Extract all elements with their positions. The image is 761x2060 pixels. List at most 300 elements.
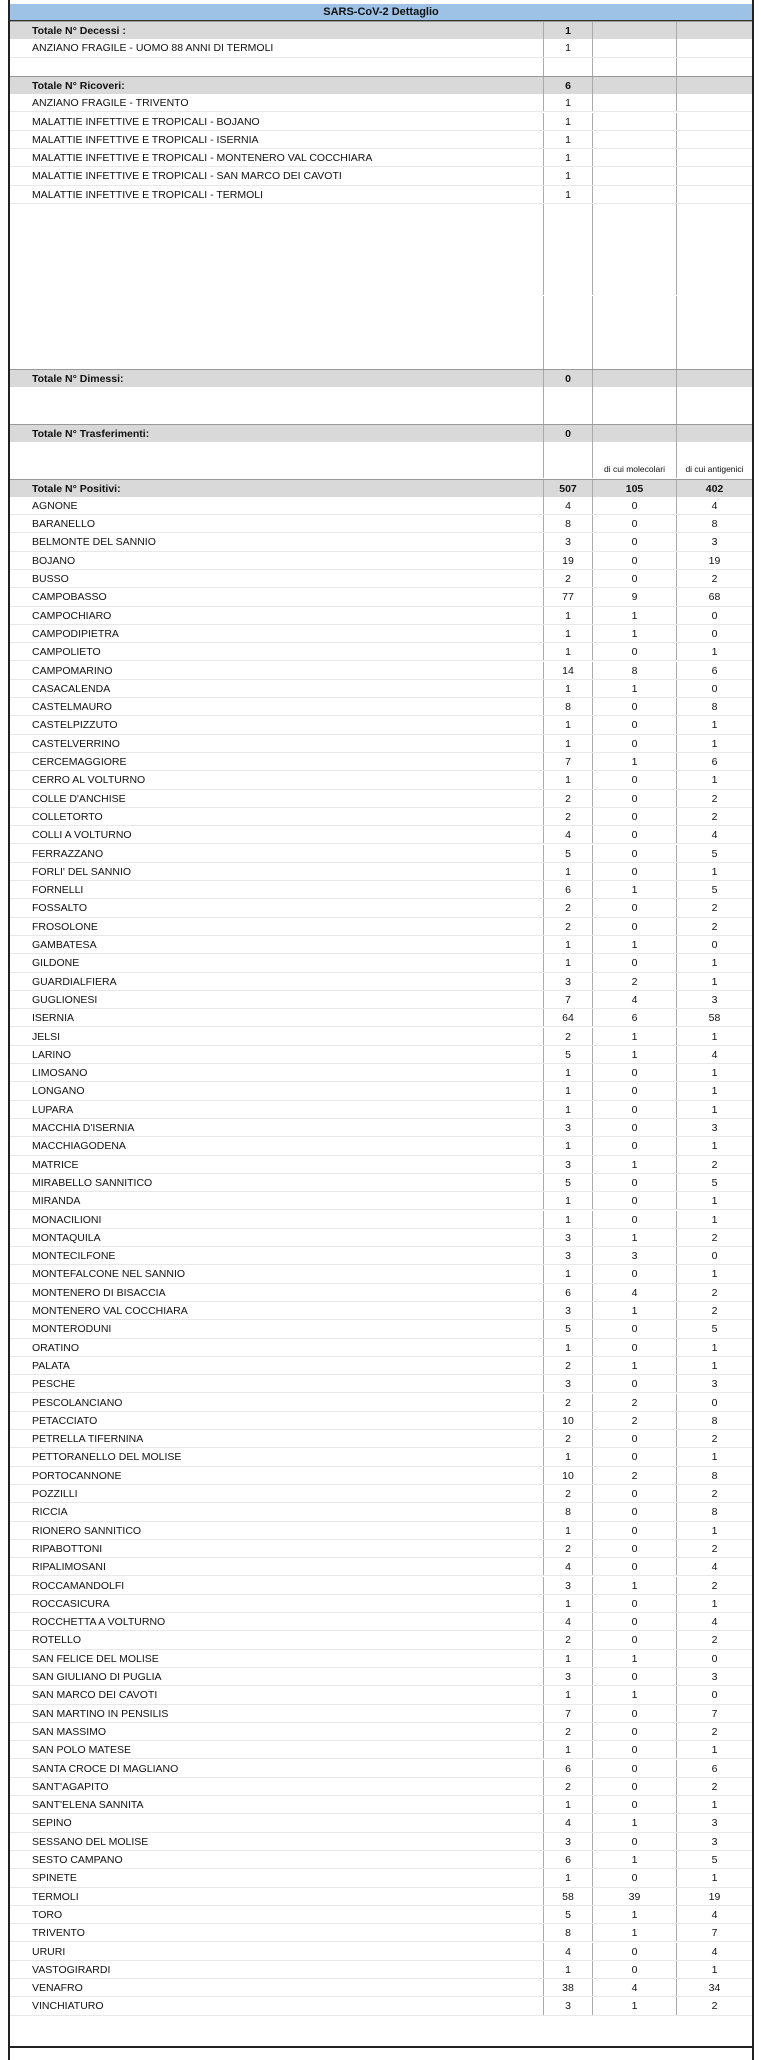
table-row-label: GAMBATESA xyxy=(32,939,97,951)
table-row-molecolari: 0 xyxy=(592,533,676,550)
ricoveri-item-molecolari xyxy=(592,186,676,203)
blank-row-label xyxy=(10,296,543,314)
ricoveri-item-total: 1 xyxy=(543,94,592,111)
table-row xyxy=(10,1320,752,1338)
table-row-molecolari: 0 xyxy=(592,1961,676,1978)
table-row xyxy=(10,1924,752,1942)
table-row-total: 2 xyxy=(543,1778,592,1795)
table-row-antigenici: 4 xyxy=(676,1046,752,1063)
table-row-label: SEPINO xyxy=(32,1817,72,1830)
table-row-total: 6 xyxy=(543,1760,592,1777)
table-row xyxy=(10,1247,752,1265)
table-row-molecolari: 2 xyxy=(592,1467,676,1484)
table-row xyxy=(10,899,752,917)
table-row-antigenici: 1 xyxy=(676,1448,752,1465)
table-row xyxy=(10,1558,752,1576)
table-row-total: 2 xyxy=(543,1028,592,1045)
table-right-border xyxy=(752,0,754,2060)
table-row-label: CAMPOLIETO xyxy=(32,646,101,659)
decessi-item-total: 1 xyxy=(543,39,592,56)
table-row-antigenici: 0 xyxy=(676,1650,752,1667)
table-row-total: 1 xyxy=(543,1522,592,1539)
table-row-antigenici: 3 xyxy=(676,1375,752,1392)
trasferimenti-header-label: Totale N° Trasferimenti: xyxy=(32,427,150,440)
table-row-total: 1 xyxy=(543,1869,592,1886)
table-row xyxy=(10,1101,752,1119)
table-row-label: CAMPOMARINO xyxy=(32,664,113,677)
table-row-total: 1 xyxy=(543,735,592,752)
table-row-total: 1 xyxy=(543,1101,592,1118)
table-row xyxy=(10,1082,752,1100)
table-row-total: 3 xyxy=(543,1833,592,1850)
dimessi-header xyxy=(10,369,752,387)
table-row-antigenici: 2 xyxy=(676,570,752,587)
table-row-total: 5 xyxy=(543,1906,592,1923)
table-row-molecolari: 0 xyxy=(592,1320,676,1337)
table-row-molecolari: 4 xyxy=(592,1979,676,1996)
decessi-header-antigenici xyxy=(676,22,752,39)
blank-row-label xyxy=(10,350,543,368)
table-row-total: 2 xyxy=(543,1485,592,1502)
table-row-total: 5 xyxy=(543,1046,592,1063)
table-row-molecolari: 4 xyxy=(592,991,676,1008)
ricoveri-item-antigenici xyxy=(676,186,752,203)
table-row-antigenici: 34 xyxy=(676,1979,752,1996)
table-row xyxy=(10,533,752,551)
table-row-antigenici: 0 xyxy=(676,1394,752,1411)
positivi-subheader-label xyxy=(10,460,543,478)
table-row-label: ROCCASICURA xyxy=(32,1597,110,1610)
table-row-molecolari: 1 xyxy=(592,607,676,624)
table-row-molecolari: 0 xyxy=(592,1448,676,1465)
table-row-total: 2 xyxy=(543,1540,592,1557)
table-row-label: MACCHIAGODENA xyxy=(32,1140,126,1153)
table-row-molecolari: 0 xyxy=(592,1211,676,1228)
table-row-total: 8 xyxy=(543,1503,592,1520)
table-row-antigenici: 1 xyxy=(676,1522,752,1539)
blank-row-molecolari xyxy=(592,350,676,368)
ricoveri-item xyxy=(10,113,752,131)
table-row-antigenici: 2 xyxy=(676,1778,752,1795)
table-row xyxy=(10,808,752,826)
table-row-total: 1 xyxy=(543,1686,592,1703)
table-row-total: 7 xyxy=(543,991,592,1008)
table-row-label: SAN POLO MATESE xyxy=(32,1744,131,1757)
table-row xyxy=(10,1778,752,1796)
table-row-total: 1 xyxy=(543,1265,592,1282)
table-row-antigenici: 1 xyxy=(676,1064,752,1081)
table-row-molecolari: 0 xyxy=(592,1375,676,1392)
blank-row-total xyxy=(543,204,592,222)
table-row xyxy=(10,716,752,734)
table-row-total: 1 xyxy=(543,680,592,697)
blank-row-total xyxy=(543,241,592,259)
table-row-antigenici: 0 xyxy=(676,1686,752,1703)
table-row xyxy=(10,1540,752,1558)
table-row-label: COLLE D'ANCHISE xyxy=(32,792,126,805)
positivi-header-molecolari: 105 xyxy=(592,480,676,497)
table-row-label: ORATINO xyxy=(32,1341,80,1354)
table-row-label: SANT'ELENA SANNITA xyxy=(32,1799,144,1812)
blank-row-label xyxy=(10,387,543,405)
decessi-item-molecolari xyxy=(592,39,676,56)
table-row-antigenici: 2 xyxy=(676,1577,752,1594)
table-row xyxy=(10,918,752,936)
table-row-label: SAN GIULIANO DI PUGLIA xyxy=(32,1671,162,1683)
blank-row-label xyxy=(10,314,543,332)
table-row-total: 4 xyxy=(543,1943,592,1960)
table-row-molecolari: 8 xyxy=(592,662,676,679)
blank-row-label xyxy=(10,277,543,295)
table-row-label: MATRICE xyxy=(32,1158,79,1171)
table-row-antigenici: 7 xyxy=(676,1924,752,1941)
table-row xyxy=(10,1119,752,1137)
table-row-molecolari: 3 xyxy=(592,1247,676,1264)
table-row xyxy=(10,790,752,808)
table-row-total: 3 xyxy=(543,1577,592,1594)
table-row-label: MONACILIONI xyxy=(32,1213,102,1226)
table-row-total: 1 xyxy=(543,1595,592,1612)
table-row xyxy=(10,1211,752,1229)
table-row xyxy=(10,1814,752,1832)
table-row-antigenici: 8 xyxy=(676,1503,752,1520)
table-row-total: 2 xyxy=(543,570,592,587)
table-row-label: PALATA xyxy=(32,1359,70,1372)
dimessi-header-antigenici xyxy=(676,370,752,387)
blank-row xyxy=(10,277,752,295)
table-row-molecolari: 0 xyxy=(592,1558,676,1575)
table-row-total: 3 xyxy=(543,1119,592,1136)
table-row-molecolari: 0 xyxy=(592,1741,676,1758)
blank-row xyxy=(10,204,752,222)
blank-row xyxy=(10,58,752,76)
table-row-molecolari: 1 xyxy=(592,1046,676,1063)
ricoveri-item-antigenici xyxy=(676,113,752,130)
table-row-molecolari: 1 xyxy=(592,1028,676,1045)
table-row-total: 3 xyxy=(543,1375,592,1392)
table-row xyxy=(10,497,752,515)
decessi-item-antigenici xyxy=(676,39,752,56)
table-row-molecolari: 6 xyxy=(592,1009,676,1026)
table-row-total: 2 xyxy=(543,1723,592,1740)
positivi-header-label: Totale N° Positivi: xyxy=(32,482,121,495)
table-row-molecolari: 0 xyxy=(592,1485,676,1502)
table-row-molecolari: 0 xyxy=(592,1339,676,1356)
table-row-antigenici: 4 xyxy=(676,1558,752,1575)
table-row xyxy=(10,552,752,570)
table-row-antigenici: 8 xyxy=(676,1467,752,1484)
table-row-total: 1 xyxy=(543,771,592,788)
blank-row-molecolari xyxy=(592,259,676,277)
table-row-label: MACCHIA D'ISERNIA xyxy=(32,1122,135,1134)
table-row-label: LARINO xyxy=(32,1048,72,1061)
table-row-antigenici: 19 xyxy=(676,552,752,569)
ricoveri-item-label: MALATTIE INFETTIVE E TROPICALI - SAN MARCO DEI CAVOTI xyxy=(32,170,342,183)
blank-row-antigenici xyxy=(676,314,752,332)
table-row xyxy=(10,1705,752,1723)
table-row-total: 77 xyxy=(543,588,592,605)
table-row-total: 1 xyxy=(543,1082,592,1099)
table-row xyxy=(10,1430,752,1448)
table-row-label: BUSSO xyxy=(32,573,69,585)
table-row-antigenici: 1 xyxy=(676,1082,752,1099)
table-row-total: 58 xyxy=(543,1888,592,1905)
table-row-antigenici: 1 xyxy=(676,1796,752,1813)
table-row-label: CASTELMAURO xyxy=(32,701,112,714)
table-row xyxy=(10,1650,752,1668)
table-row-total: 3 xyxy=(543,1247,592,1264)
ricoveri-header-molecolari xyxy=(592,77,676,94)
blank-row-label xyxy=(10,332,543,350)
blank-row-total xyxy=(543,222,592,240)
ricoveri-header-total: 6 xyxy=(543,77,592,94)
table-row xyxy=(10,1394,752,1412)
table-row xyxy=(10,1046,752,1064)
table-row-label: CAMPODIPIETRA xyxy=(32,627,119,640)
table-row-molecolari: 2 xyxy=(592,973,676,990)
table-row-total: 1 xyxy=(543,1650,592,1667)
table-row xyxy=(10,1851,752,1869)
table-row-label: CERCEMAGGIORE xyxy=(32,756,127,768)
table-row-antigenici: 0 xyxy=(676,1247,752,1264)
table-row-label: SAN MARTINO IN PENSILIS xyxy=(32,1707,169,1720)
table-row-molecolari: 1 xyxy=(592,936,676,953)
table-row-antigenici: 2 xyxy=(676,899,752,916)
table-row-molecolari: 4 xyxy=(592,1284,676,1301)
table-row xyxy=(10,662,752,680)
table-row-molecolari: 1 xyxy=(592,1357,676,1374)
blank-row-total xyxy=(543,259,592,277)
table-row-antigenici: 1 xyxy=(676,1137,752,1154)
table-row-label: SESTO CAMPANO xyxy=(32,1854,123,1866)
table-row-total: 6 xyxy=(543,1284,592,1301)
table-row xyxy=(10,643,752,661)
table-row-label: GUGLIONESI xyxy=(32,993,98,1006)
blank-row-total xyxy=(543,405,592,423)
table-row-molecolari: 0 xyxy=(592,1760,676,1777)
table-row-antigenici: 4 xyxy=(676,1613,752,1630)
ricoveri-item-label: ANZIANO FRAGILE - TRIVENTO xyxy=(32,97,189,110)
table-row-molecolari: 1 xyxy=(592,1997,676,2014)
table-row-label: ISERNIA xyxy=(32,1012,75,1025)
positivi-subheader-total xyxy=(543,460,592,478)
ricoveri-header xyxy=(10,76,752,94)
table-row-antigenici: 1 xyxy=(676,1101,752,1118)
blank-row-molecolari xyxy=(592,58,676,76)
table-row-molecolari: 0 xyxy=(592,1869,676,1886)
table-row-antigenici: 4 xyxy=(676,497,752,514)
table-row xyxy=(10,515,752,533)
blank-row xyxy=(10,296,752,314)
blank-row-molecolari xyxy=(592,296,676,314)
decessi-header xyxy=(10,21,752,39)
blank-row-total xyxy=(543,296,592,314)
ricoveri-item xyxy=(10,131,752,149)
table-row-molecolari: 0 xyxy=(592,1705,676,1722)
table-row xyxy=(10,1613,752,1631)
table-row-total: 3 xyxy=(543,1229,592,1246)
decessi-header-total: 1 xyxy=(543,22,592,39)
table-row-molecolari: 0 xyxy=(592,643,676,660)
table-row-label: PETTORANELLO DEL MOLISE xyxy=(32,1451,182,1464)
table-row-antigenici: 8 xyxy=(676,1412,752,1429)
trasferimenti-header xyxy=(10,424,752,442)
blank-row-molecolari xyxy=(592,314,676,332)
table-row xyxy=(10,954,752,972)
table-row-total: 1 xyxy=(543,1192,592,1209)
table-row-total: 1 xyxy=(543,863,592,880)
table-row-total: 3 xyxy=(543,1668,592,1685)
table-row-molecolari: 0 xyxy=(592,1430,676,1447)
table-row-antigenici: 7 xyxy=(676,1705,752,1722)
table-row-total: 3 xyxy=(543,533,592,550)
table-row-total: 8 xyxy=(543,698,592,715)
table-row-molecolari: 0 xyxy=(592,716,676,733)
table-row xyxy=(10,1595,752,1613)
table-row-total: 8 xyxy=(543,515,592,532)
blank-row-antigenici xyxy=(676,222,752,240)
table-row-molecolari: 0 xyxy=(592,1119,676,1136)
table-row-antigenici: 2 xyxy=(676,790,752,807)
table-row-label: SAN MARCO DEI CAVOTI xyxy=(32,1689,158,1702)
ricoveri-item-total: 1 xyxy=(543,113,592,130)
table-row-molecolari: 1 xyxy=(592,625,676,642)
table-row-total: 6 xyxy=(543,881,592,898)
table-row-antigenici: 2 xyxy=(676,1631,752,1648)
table-row-total: 14 xyxy=(543,662,592,679)
blank-row-total xyxy=(543,58,592,76)
table-row-antigenici: 2 xyxy=(676,1997,752,2014)
table-row xyxy=(10,588,752,606)
table-row-label: PETACCIATO xyxy=(32,1414,98,1427)
table-row-molecolari: 1 xyxy=(592,1302,676,1319)
table-row-total: 2 xyxy=(543,1430,592,1447)
table-row-total: 2 xyxy=(543,1394,592,1411)
table-row-molecolari: 1 xyxy=(592,1229,676,1246)
blank-row xyxy=(10,442,752,460)
table-row-total: 1 xyxy=(543,1211,592,1228)
table-row-total: 2 xyxy=(543,790,592,807)
table-row xyxy=(10,1229,752,1247)
table-row xyxy=(10,1064,752,1082)
table-row-total: 1 xyxy=(543,1137,592,1154)
table-row xyxy=(10,735,752,753)
table-row-label: MONTEFALCONE NEL SANNIO xyxy=(32,1268,186,1281)
table-row-antigenici: 5 xyxy=(676,845,752,862)
table-row-label: TORO xyxy=(32,1908,63,1921)
table-row xyxy=(10,1869,752,1887)
table-row-antigenici: 1 xyxy=(676,1265,752,1282)
table-row-molecolari: 1 xyxy=(592,753,676,770)
ricoveri-item-antigenici xyxy=(676,167,752,184)
table-row-antigenici: 1 xyxy=(676,771,752,788)
table-row-total: 1 xyxy=(543,716,592,733)
blank-row-total xyxy=(543,332,592,350)
blank-row-molecolari xyxy=(592,204,676,222)
table-row-label: MIRANDA xyxy=(32,1195,81,1208)
positivi-subheader xyxy=(10,460,752,478)
table-row-label: FORLI' DEL SANNIO xyxy=(32,865,132,878)
table-row-label: BELMONTE DEL SANNIO xyxy=(32,536,156,549)
table-row xyxy=(10,1760,752,1778)
table-row-label: FOSSALTO xyxy=(32,902,88,915)
table-row-molecolari: 0 xyxy=(592,1503,676,1520)
blank-row-antigenici xyxy=(676,277,752,295)
blank-row-antigenici xyxy=(676,241,752,259)
table-row xyxy=(10,1009,752,1027)
table-row xyxy=(10,845,752,863)
table-row-molecolari: 1 xyxy=(592,1577,676,1594)
blank-row-molecolari xyxy=(592,332,676,350)
table-row-molecolari: 39 xyxy=(592,1888,676,1905)
table-row-label: VENAFRO xyxy=(32,1982,83,1995)
blank-row-label xyxy=(10,241,543,259)
table-row-molecolari: 0 xyxy=(592,1595,676,1612)
table-bottom-border xyxy=(8,2046,754,2048)
table-row-label: BARANELLO xyxy=(32,518,96,531)
blank-row-label xyxy=(10,442,543,460)
table-row xyxy=(10,1192,752,1210)
blank-row xyxy=(10,241,752,259)
positivi-header-antigenici: 402 xyxy=(676,480,752,497)
ricoveri-item-label: MALATTIE INFETTIVE E TROPICALI - TERMOLI xyxy=(32,188,264,201)
table-row-total: 2 xyxy=(543,1357,592,1374)
table-row-antigenici: 6 xyxy=(676,662,752,679)
table-row-total: 1 xyxy=(543,1064,592,1081)
blank-row xyxy=(10,350,752,368)
ricoveri-item-molecolari xyxy=(592,94,676,111)
table-row-label: BOJANO xyxy=(32,554,76,567)
table-row-label: CASTELPIZZUTO xyxy=(32,719,118,732)
table-row xyxy=(10,1906,752,1924)
table-row-antigenici: 68 xyxy=(676,588,752,605)
table-row-molecolari: 2 xyxy=(592,1394,676,1411)
ricoveri-item-antigenici xyxy=(676,131,752,148)
positivi-subheader-antigenici: di cui antigenici xyxy=(676,460,752,478)
table-row-antigenici: 1 xyxy=(676,1192,752,1209)
table-row-label: COLLETORTO xyxy=(32,810,103,823)
blank-row-molecolari xyxy=(592,442,676,460)
table-row-label: CERRO AL VOLTURNO xyxy=(32,774,146,787)
table-row-label: SAN MASSIMO xyxy=(32,1725,107,1738)
table-row-label: TERMOLI xyxy=(32,1890,79,1903)
table-row-antigenici: 1 xyxy=(676,1961,752,1978)
ricoveri-item xyxy=(10,149,752,167)
report-title: SARS-CoV-2 Dettaglio xyxy=(10,4,752,21)
table-row-label: CASTELVERRINO xyxy=(32,737,120,750)
table-row xyxy=(10,1467,752,1485)
table-row-antigenici: 2 xyxy=(676,1284,752,1301)
ricoveri-item-total: 1 xyxy=(543,131,592,148)
table-row-label: ROCCAMANDOLFI xyxy=(32,1579,125,1592)
table-row-antigenici: 3 xyxy=(676,991,752,1008)
table-row-antigenici: 0 xyxy=(676,607,752,624)
table-row-total: 10 xyxy=(543,1467,592,1484)
decessi-item-label: ANZIANO FRAGILE - UOMO 88 ANNI DI TERMOLI xyxy=(32,42,274,55)
table-row-total: 1 xyxy=(543,1339,592,1356)
table-left-border xyxy=(8,0,10,2060)
ricoveri-item-molecolari xyxy=(592,113,676,130)
table-row-antigenici: 1 xyxy=(676,1595,752,1612)
table-row-antigenici: 1 xyxy=(676,1357,752,1374)
table-row xyxy=(10,1979,752,1997)
table-row xyxy=(10,1357,752,1375)
table-row-molecolari: 0 xyxy=(592,698,676,715)
table-row-molecolari: 0 xyxy=(592,845,676,862)
table-row-label: RIPALIMOSANI xyxy=(32,1561,106,1574)
table-row-total: 1 xyxy=(543,1741,592,1758)
table-row xyxy=(10,991,752,1009)
